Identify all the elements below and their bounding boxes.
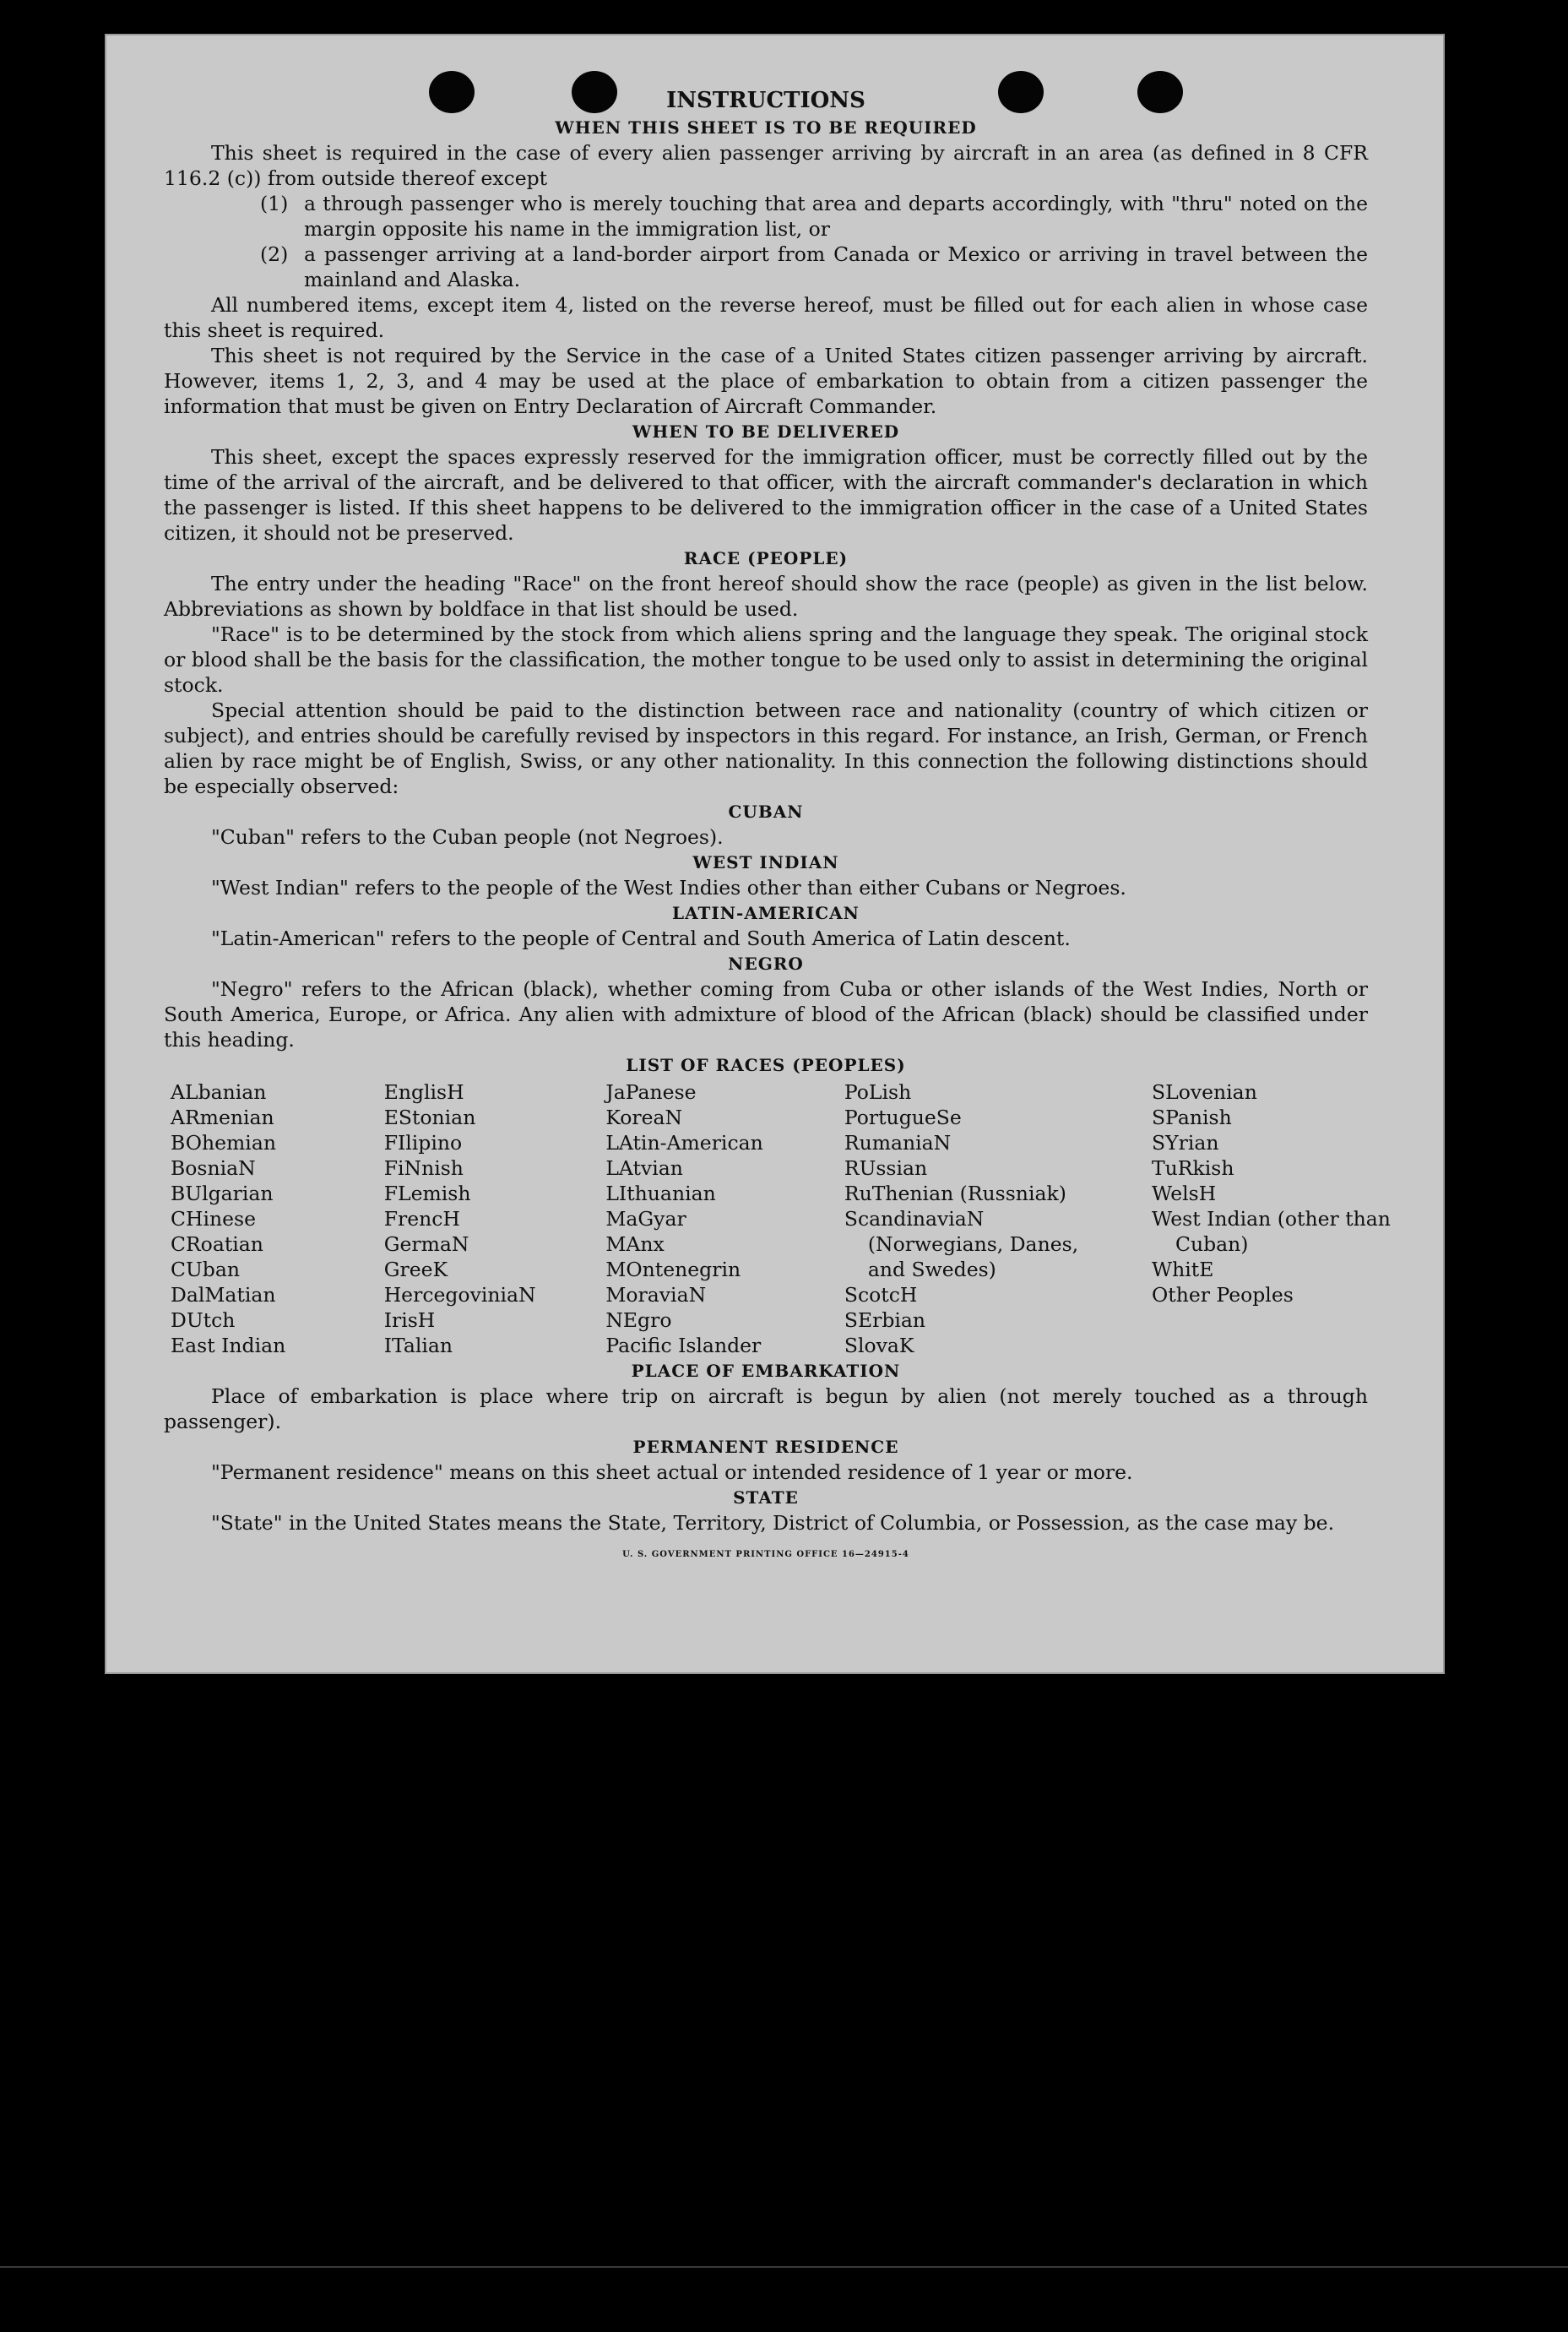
list-item-number: (2)	[260, 242, 289, 266]
paragraph-embarkation: Place of embarkation is place where trip on aircraft is begun by alien (not merely touched as a through passenger).	[164, 1384, 1368, 1433]
race-entry: ITalian	[383, 1334, 453, 1357]
paragraph-numbered-items: All numbered items, except item 4, listed on the reverse hereof, must be filled out for each alien in whose case this sheet is required.	[164, 293, 1368, 342]
heading-negro: NEGRO	[728, 954, 804, 974]
page-title: INSTRUCTIONS	[666, 88, 865, 113]
race-entry: FLemish	[383, 1182, 471, 1205]
race-entry: BOhemian	[171, 1131, 276, 1155]
race-entry: East Indian	[171, 1334, 286, 1357]
race-entry: DalMatian	[171, 1283, 276, 1307]
race-entry: MoraviaN	[605, 1283, 707, 1307]
paragraph-latin-american: "Latin-American" refers to the people of Central and South America of Latin descent.	[211, 927, 1071, 950]
race-entry: MOntenegrin	[605, 1258, 741, 1281]
race-entry: PortugueSe	[844, 1106, 962, 1129]
heading-latin-american: LATIN-AMERICAN	[672, 903, 860, 923]
race-entry: FrencH	[383, 1207, 460, 1231]
paragraph-delivered: This sheet, except the spaces expressly reserved for the immigration officer, must be correctly filled out by the time of the arrival of the aircraft, and be delivered to that officer, with the aircraft commander's declaration in which the passenger is listed. If this sheet happens to be delivered to the immigration officer in the case of a United States citizen, it should not be preserved.	[164, 445, 1368, 545]
race-entry: IrisH	[383, 1308, 436, 1332]
races-list	[164, 1079, 1391, 1358]
paragraph-race-1: The entry under the heading "Race" on the front hereof should show the race (people) as given in the list below. Abbreviations as shown by boldface in that list should be used.	[164, 572, 1368, 621]
race-entry: JaPanese	[605, 1080, 697, 1104]
list-item-text: a through passenger who is merely touching that area and departs accordingly, with "thru" noted on the margin opposite his name in the immigration list, or	[304, 192, 1368, 241]
race-entry: ALbanian	[171, 1080, 267, 1104]
race-entry: WelsH	[1152, 1182, 1217, 1205]
race-entry: LAtvian	[605, 1156, 683, 1180]
paragraph-state: "State" in the United States means the State, Territory, District of Columbia, or Possession, as the case may be.	[211, 1511, 1335, 1535]
race-entry: SlovaK	[844, 1334, 914, 1357]
races-column-5	[1152, 1079, 1391, 1358]
heading-cuban: CUBAN	[728, 802, 804, 822]
race-entry: ScotcH	[844, 1283, 918, 1307]
instructions-content	[164, 86, 1391, 1568]
paragraph-west-indian: "West Indian" refers to the people of the West Indies other than either Cubans or Negroes.	[211, 876, 1126, 900]
heading-state: STATE	[733, 1487, 799, 1508]
race-entry: WhitE	[1152, 1258, 1214, 1281]
race-entry: CRoatian	[171, 1232, 263, 1256]
heading-residence: PERMANENT RESIDENCE	[632, 1437, 899, 1457]
heading-embarkation: PLACE OF EMBARKATION	[631, 1361, 901, 1381]
race-entry: LIthuanian	[605, 1182, 716, 1205]
race-entry: RuThenian (Russniak)	[844, 1182, 1066, 1205]
race-entry: FIlipino	[383, 1131, 463, 1155]
paragraph-residence: "Permanent residence" means on this sheet actual or intended residence of 1 year or more.	[211, 1460, 1133, 1484]
list-item	[164, 191, 1368, 242]
race-entry: SLovenian	[1152, 1080, 1257, 1104]
race-entry: West Indian (other than Cuban)	[1152, 1207, 1391, 1256]
race-entry: HercegoviniaN	[383, 1283, 536, 1307]
race-entry: NEgro	[605, 1308, 672, 1332]
paragraph-race-3: Special attention should be paid to the distinction between race and nationality (country of which citizen or subject), and entries should be carefully revised by inspectors in this regard. For instance, an Irish, German, or French alien by race might be of English, Swiss, or any other nationality. In this connection the following distinctions should be especially observed:	[164, 699, 1368, 798]
race-entry: Pacific Islander	[605, 1334, 762, 1357]
paragraph-cuban: "Cuban" refers to the Cuban people (not Negroes).	[211, 825, 724, 849]
race-entry: EnglisH	[383, 1080, 464, 1104]
race-entry: BosniaN	[171, 1156, 256, 1180]
race-entry: BUlgarian	[171, 1182, 274, 1205]
race-entry: RumaniaN	[844, 1131, 952, 1155]
paragraph-citizen: This sheet is not required by the Service in the case of a United States citizen passenger arriving by aircraft. However, items 1, 2, 3, and 4 may be used at the place of embarkation to obtain from a citizen passenger the information that must be given on Entry Declaration of Aircraft Commander.	[164, 344, 1368, 418]
race-entry: TuRkish	[1152, 1156, 1234, 1180]
race-entry: FiNnish	[383, 1156, 464, 1180]
race-entry: MAnx	[605, 1232, 665, 1256]
paragraph-required-intro: This sheet is required in the case of every alien passenger arriving by aircraft in an area (as defined in 8 CFR 116.2 (c)) from outside thereof except	[164, 141, 1368, 190]
race-entry: CHinese	[171, 1207, 256, 1231]
race-entry: Other Peoples	[1152, 1283, 1294, 1307]
race-entry: RUssian	[844, 1156, 928, 1180]
list-item	[164, 242, 1368, 292]
race-entry: MaGyar	[605, 1207, 686, 1231]
races-column-4	[844, 1079, 1152, 1358]
heading-west-indian: WEST INDIAN	[692, 852, 839, 872]
race-entry: ScandinaviaN (Norwegians, Danes, and Swedes)	[844, 1207, 1079, 1281]
document-sheet	[105, 34, 1445, 1674]
race-entry: EStonian	[383, 1106, 476, 1129]
paragraph-race-2: "Race" is to be determined by the stock from which aliens spring and the language they speak. The original stock or blood shall be the basis for the classification, the mother tongue to be used only to assist in determining the original stock.	[164, 622, 1368, 697]
printer-imprint: U. S. GOVERNMENT PRINTING OFFICE 16—24915-4	[622, 1550, 909, 1559]
race-entry: KoreaN	[605, 1106, 683, 1129]
heading-race: RACE (PEOPLE)	[683, 548, 849, 568]
paragraph-negro: "Negro" refers to the African (black), whether coming from Cuba or other islands of the West Indies, North or South America, Europe, or Africa. Any alien with admixture of blood of the African (black) should be classified under this heading.	[164, 977, 1368, 1052]
list-item-text: a passenger arriving at a land-border airport from Canada or Mexico or arriving in travel between the mainland and Alaska.	[304, 242, 1368, 291]
race-entry: SYrian	[1152, 1131, 1219, 1155]
races-column-2	[384, 1079, 606, 1358]
scan-edge-line	[0, 2266, 1568, 2268]
race-entry: SPanish	[1152, 1106, 1232, 1129]
heading-delivered: WHEN TO BE DELIVERED	[632, 421, 900, 442]
race-entry: ARmenian	[171, 1106, 274, 1129]
race-entry: DUtch	[171, 1308, 236, 1332]
race-entry: CUban	[171, 1258, 240, 1281]
race-entry: SErbian	[844, 1308, 926, 1332]
races-column-1	[164, 1079, 384, 1358]
race-entry: GreeK	[383, 1258, 448, 1281]
race-entry: PoLish	[844, 1080, 912, 1104]
heading-required: WHEN THIS SHEET IS TO BE REQUIRED	[555, 117, 977, 138]
heading-list-of-races: LIST OF RACES (PEOPLES)	[626, 1055, 906, 1075]
list-item-number: (1)	[260, 192, 289, 215]
races-column-3	[605, 1079, 844, 1358]
race-entry: LAtin-American	[605, 1131, 763, 1155]
race-entry: GermaN	[383, 1232, 469, 1256]
